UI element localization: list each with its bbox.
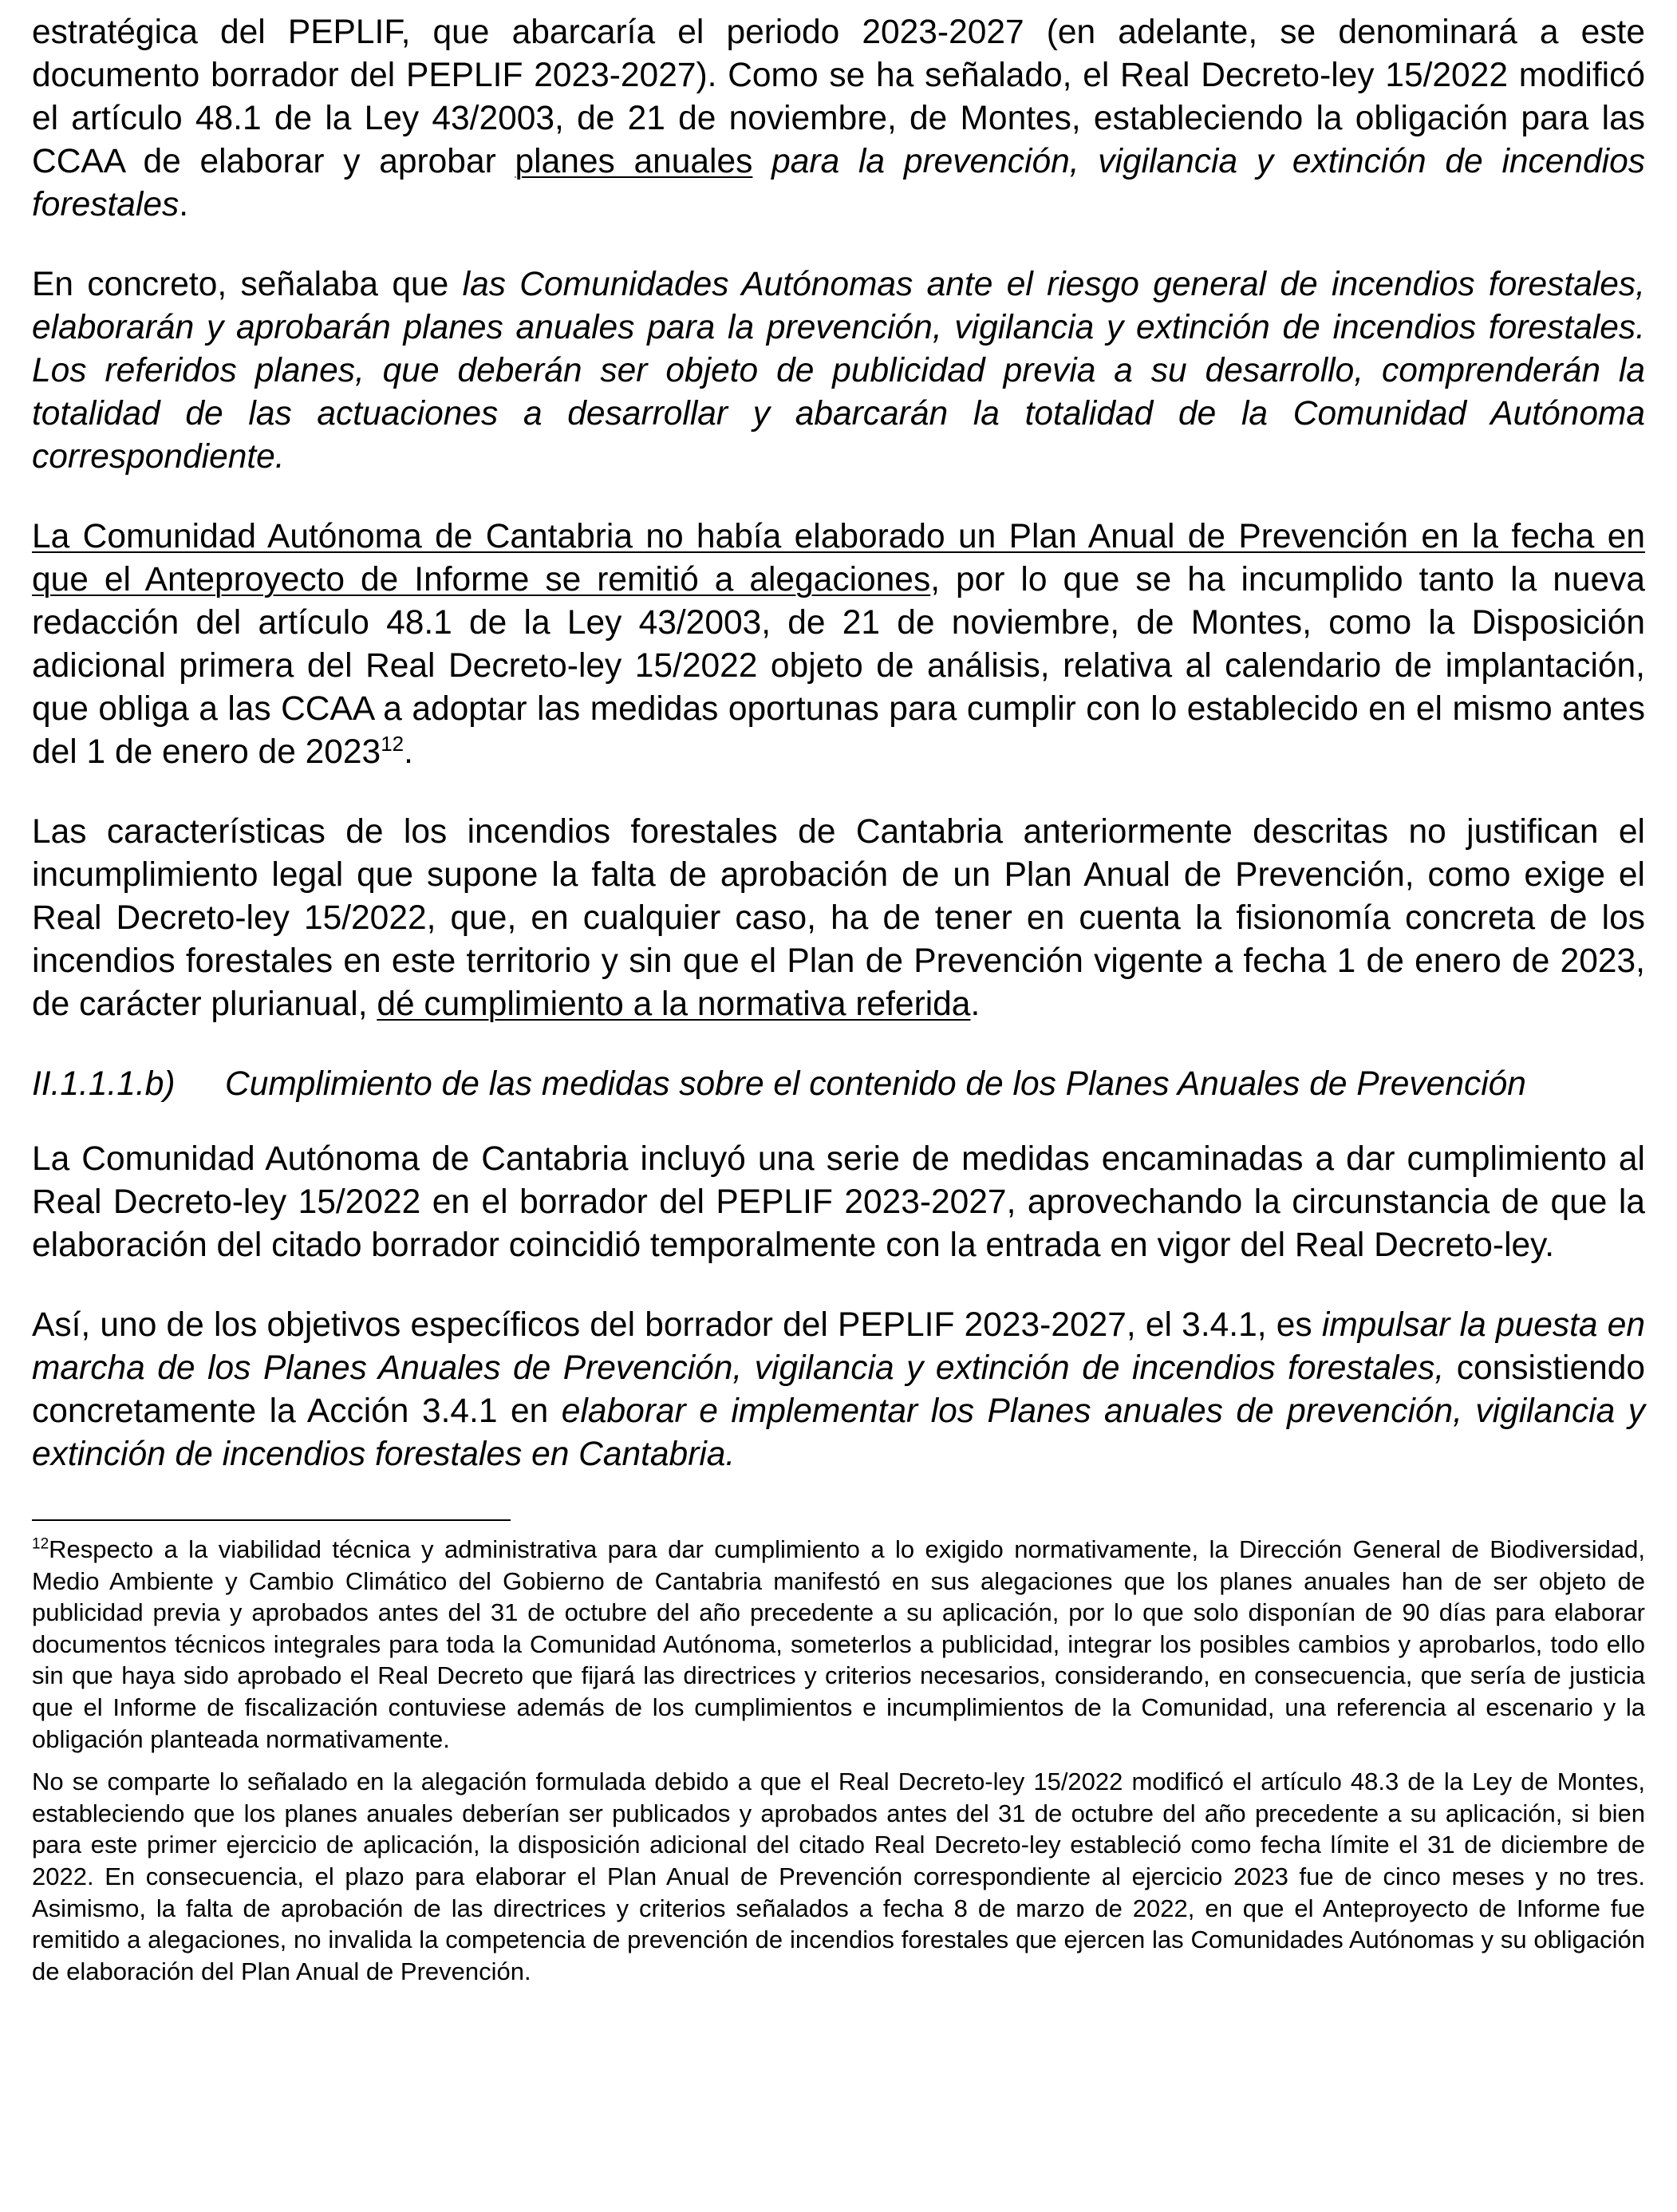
text-run: , por lo que se ha incumplido tanto la nueva redacción del artículo 48.1 de la Ley 43/2003, de 21 de noviembre, de Montes, como la Disposición adicional primera del Real Decreto-ley 15/2022 objeto de análisis, relativa al calendario de implantación, que obliga a las CCAA a adoptar las medidas oportunas para cumplir con lo establecido en el mismo antes del 1 de enero de 2023 — [32, 561, 1646, 771]
section-title: Cumplimiento de las medidas sobre el contenido de los Planes Anuales de Prevención — [225, 1065, 1526, 1103]
footnote-12-paragraph-1 — [32, 1534, 1645, 1755]
text-run: . — [404, 733, 413, 771]
italic-text: elaborar e implementar los Planes anuales de prevención, vigilancia y extinción de incendios forestales en Cantabria. — [32, 1392, 1645, 1473]
text-run: estratégica del PEPLIF, que abarcaría el periodo 2023-2027 (en adelante, se denominará a este documento borrador del PEPLIF 2023-2027). Como se ha señalado, el Real Decreto-ley 15/2022 modificó el artículo 48.1 de la Ley 43/2003, de 21 de noviembre, de Montes, estableciendo la obligación para las CCAA de elaborar y aprobar — [32, 14, 1645, 180]
text-run: Las características de los incendios forestales de Cantabria anteriormente descritas no justifican el incumplimiento legal que supone la falta de aprobación de un Plan Anual de Prevención, como exige el Real Decreto-ley 15/2022, que, en cualquier caso, ha de tener en cuenta la fisionomía concreta de los incendios forestales en este territorio y sin que el Plan de Prevención vigente a fecha 1 de enero de 2023, de carácter plurianual, — [32, 813, 1645, 1023]
text-run: consistiendo concretamente la Acción 3.4.1 en — [32, 1349, 1645, 1430]
document-page — [32, 11, 1645, 1987]
paragraph-medidas — [32, 1138, 1645, 1267]
footnote-reference[interactable]: 12 — [381, 731, 404, 756]
paragraph-caracteristicas — [32, 811, 1645, 1026]
paragraph-incumplimiento — [32, 515, 1645, 774]
underlined-text: La Comunidad Autónoma de Cantabria no había elaborado un Plan Anual de Prevención en la fecha en que el Anteproyecto de Informe se remitió a alegaciones — [32, 518, 1645, 598]
text-run: En concreto, señalaba que — [32, 266, 463, 303]
underlined-text: planes anuales — [515, 143, 753, 180]
footnote-separator — [32, 1519, 511, 1521]
paragraph-objetivos — [32, 1304, 1645, 1476]
section-heading — [32, 1063, 1645, 1106]
paragraph-quote-ley — [32, 263, 1645, 479]
italic-text: para la prevención, vigilancia y extinción de incendios forestales — [32, 143, 1646, 223]
paragraph-peplif-intro — [32, 11, 1645, 227]
italic-text: impulsar la puesta en marcha de los Planes Anuales de Prevención, vigilancia y extinción de incendios forestales, — [32, 1306, 1646, 1387]
footnote-marker: 12 — [32, 1535, 49, 1553]
footnote-text: No se comparte lo señalado en la alegación formulada debido a que el Real Decreto-ley 15/2022 modificó el artículo 48.3 de la Ley de Montes, estableciendo que los planes anuales deberían ser publicados y aprobados antes del 31 de octubre del año precedente a su aplicación, si bien para este primer ejercicio de aplicación, la disposición adicional del citado Real Decreto-ley estableció como fecha límite el 31 de diciembre de 2022. En consecuencia, el plazo para elaborar el Plan Anual de Prevención correspondiente al ejercicio 2023 fue de cinco meses y no tres. Asimismo, la falta de aprobación de las directrices y criterios señalados a fecha 8 de marzo de 2022, en que el Anteproyecto de Informe fue remitido a alegaciones, no invalida la competencia de prevención de incendios forestales que ejercen las Comunidades Autónomas y su obligación de elaboración del Plan Anual de Prevención. — [32, 1768, 1645, 1985]
text-run: . — [970, 986, 981, 1023]
underlined-text: dé cumplimiento a la normativa referida — [377, 986, 971, 1023]
footnote-12-paragraph-2 — [32, 1766, 1645, 1987]
italic-quote: las Comunidades Autónomas ante el riesgo general de incendios forestales, elaborarán y aprobarán planes anuales para la prevención, vigilancia y extinción de incendios forestales. Los referidos planes, que deberán ser objeto de publicidad previa a su desarrollo, comprenderán la totalidad de las actuaciones a desarrollar y abarcarán la totalidad de la Comunidad Autónoma correspondiente. — [32, 266, 1645, 476]
text-run: Así, uno de los objetivos específicos del borrador del PEPLIF 2023-2027, el 3.4.1, es — [32, 1306, 1322, 1344]
text-run: . — [179, 186, 189, 223]
text-run: La Comunidad Autónoma de Cantabria incluyó una serie de medidas encaminadas a dar cumplimiento al Real Decreto-ley 15/2022 en el borrador del PEPLIF 2023-2027, aprovechando la circunstancia de que la elaboración del citado borrador coincidió temporalmente con la entrada en vigor del Real Decreto-ley. — [32, 1140, 1645, 1264]
section-number: II.1.1.1.b) — [32, 1065, 176, 1103]
footnote-text: Respecto a la viabilidad técnica y administrativa para dar cumplimiento a lo exigido normativamente, la Dirección General de Biodiversidad, Medio Ambiente y Cambio Climático del Gobierno de Cantabria manifestó en sus alegaciones que los planes anuales han de ser objeto de publicidad previa y aprobados antes del 31 de octubre del año precedente a su aplicación, por lo que solo disponían de 90 días para elaborar documentos técnicos integrales para toda la Comunidad Autónoma, someterlos a publicidad, integrar los posibles cambios y aprobarlos, todo ello sin que haya sido aprobado el Real Decreto que fijará las directrices y criterios necesarios, considerando, en consecuencia, que sería de justicia que el Informe de fiscalización contuviese además de los cumplimientos e incumplimientos de la Comunidad, una referencia al escenario y la obligación planteada normativamente. — [32, 1535, 1645, 1753]
